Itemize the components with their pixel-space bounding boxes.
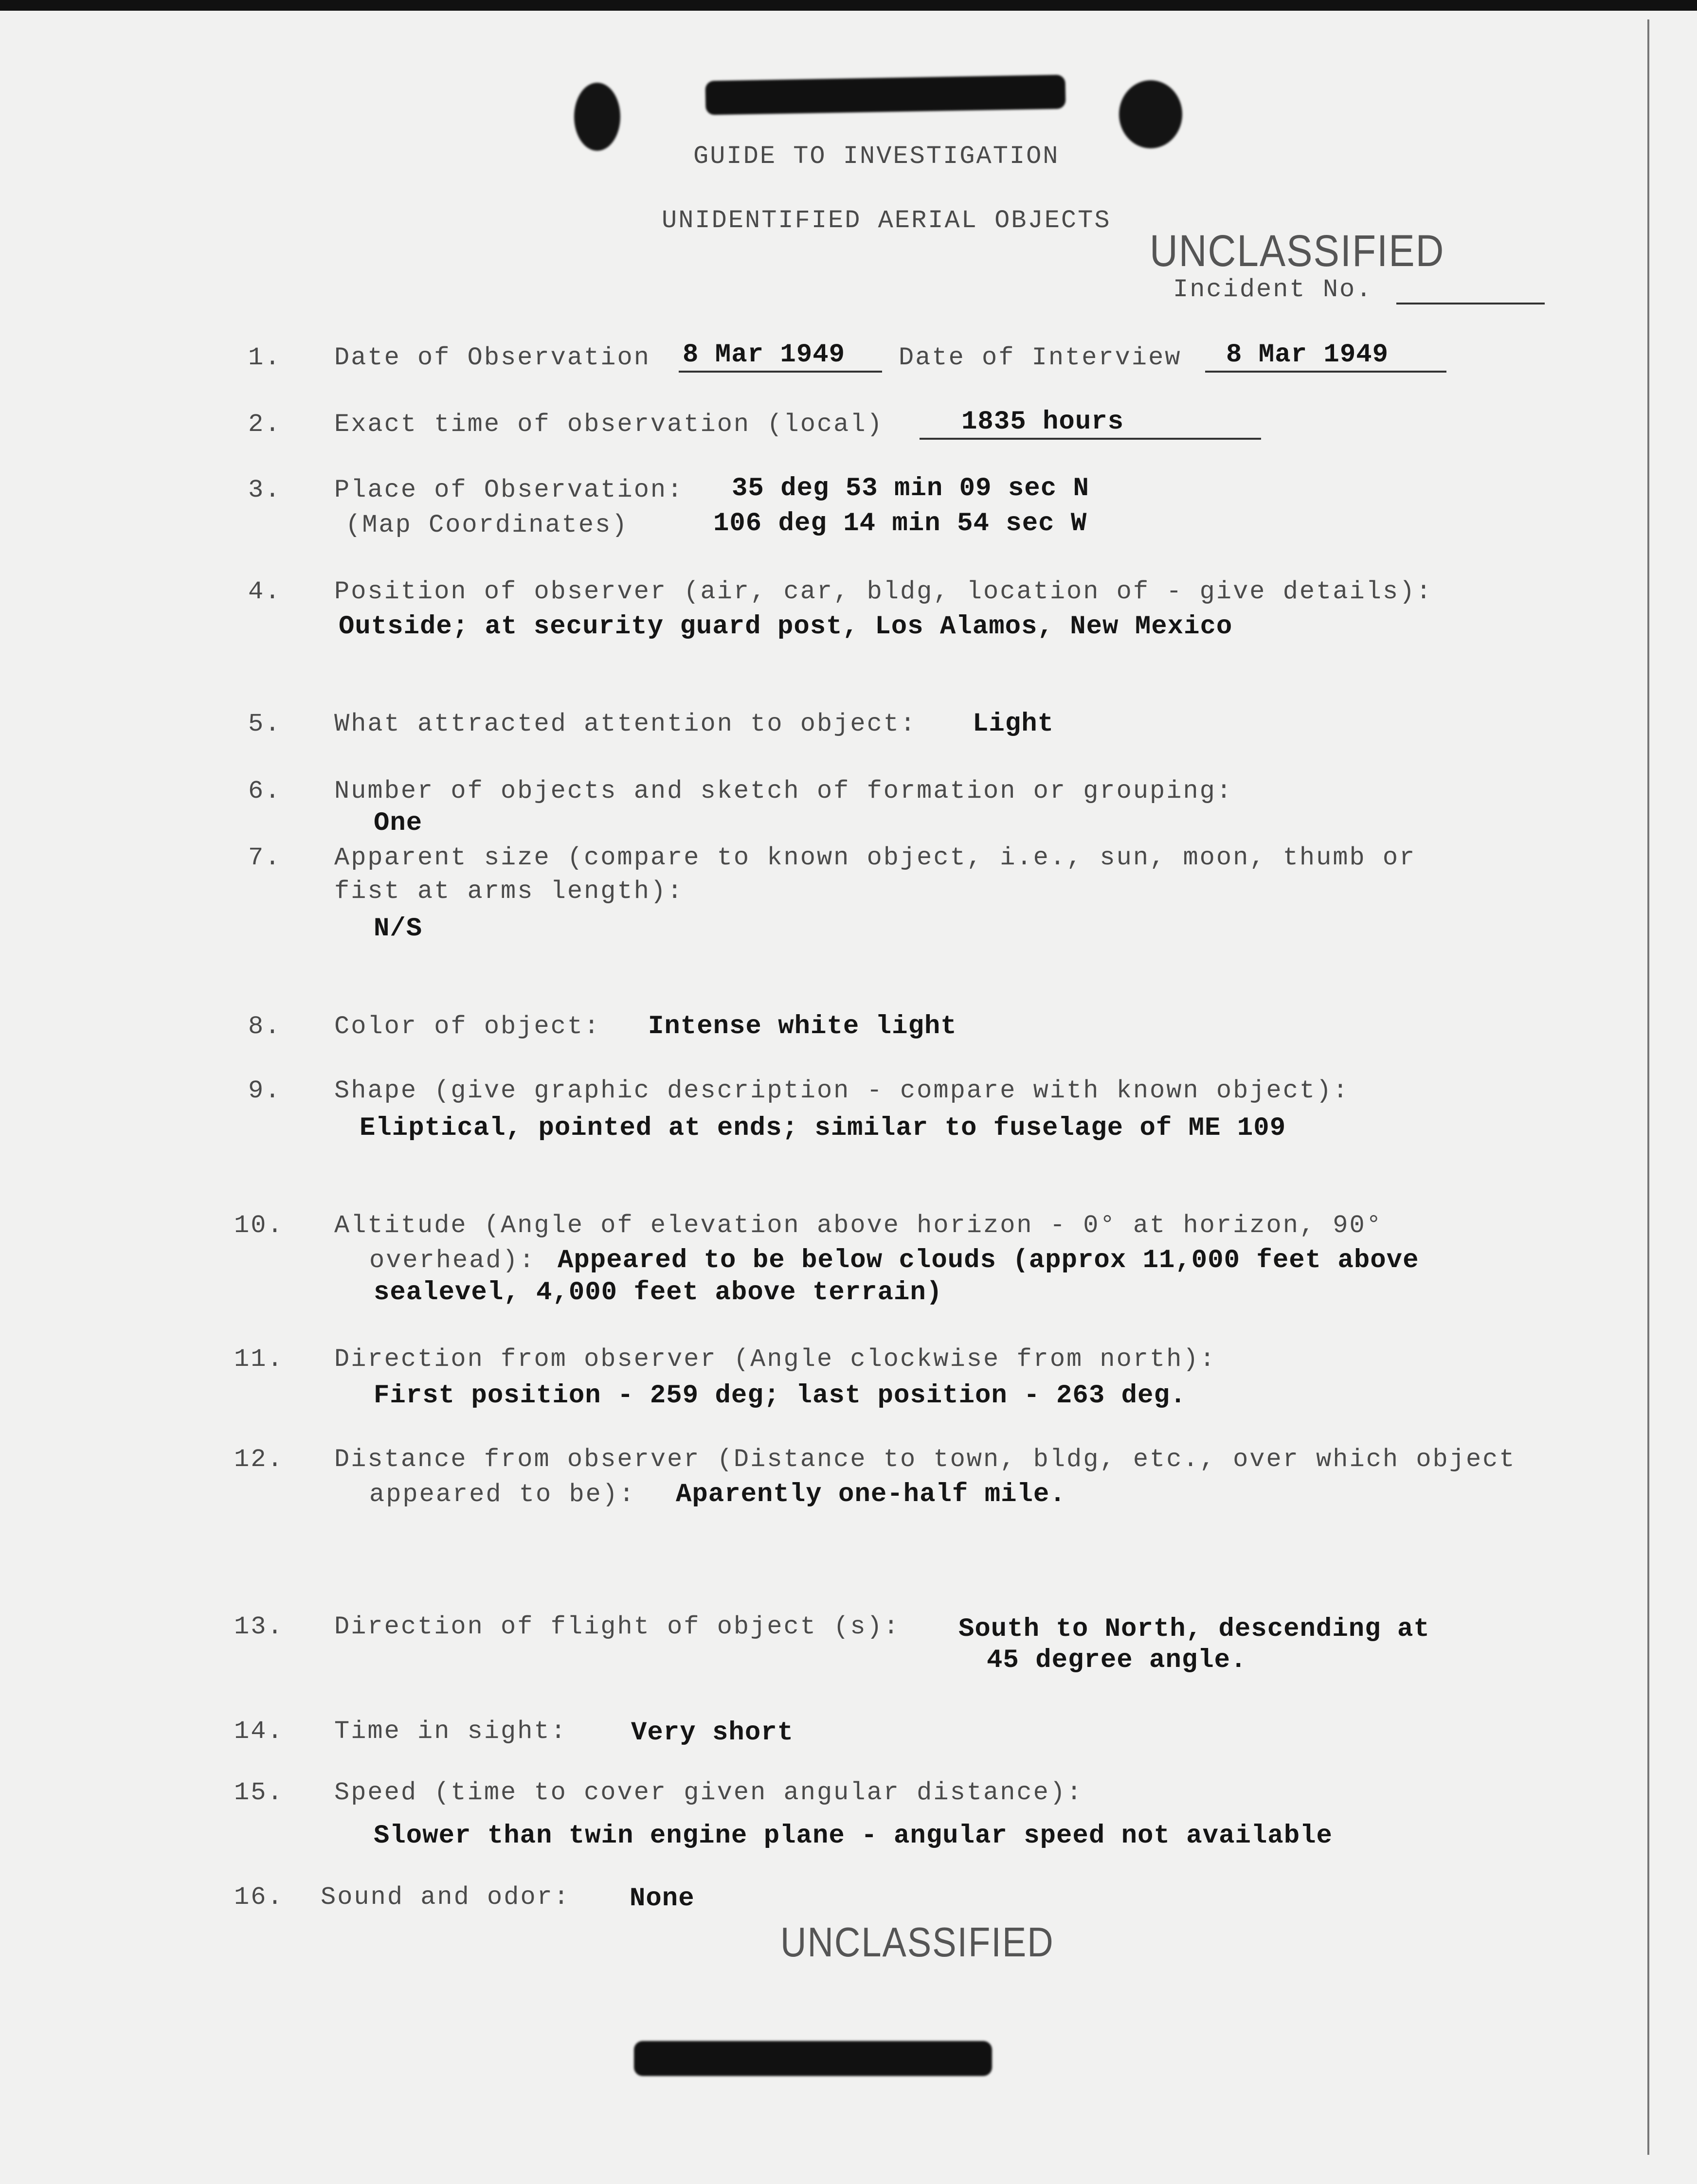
redaction-bar-top	[705, 75, 1065, 115]
shape-value: Eliptical, pointed at ends; similar to fuselage of ME 109	[360, 1113, 1286, 1143]
incident-number-line	[1396, 303, 1545, 304]
date-observation-label: Date of Observation	[334, 343, 650, 372]
item-number: 1.	[248, 343, 282, 372]
sound-odor-label: Sound and odor:	[321, 1883, 571, 1912]
size-label: Apparent size (compare to known object, i.e., sun, moon, thumb or	[334, 843, 1416, 872]
underline	[920, 438, 1261, 440]
date-interview-value: 8 Mar 1949	[1226, 340, 1389, 370]
size-value: N/S	[374, 914, 423, 944]
position-value: Outside; at security guard post, Los Alamos, New Mexico	[339, 612, 1233, 642]
time-label: Exact time of observation (local)	[334, 410, 884, 439]
distance-value: Aparently one-half mile.	[676, 1480, 1066, 1509]
color-label: Color of object:	[334, 1012, 601, 1041]
altitude-label-cont: overhead):	[369, 1246, 536, 1275]
item-number: 3.	[248, 476, 282, 504]
flight-direction-label: Direction of flight of object (s):	[334, 1612, 900, 1641]
sound-odor-value: None	[630, 1884, 695, 1914]
item-number: 7.	[248, 843, 282, 872]
distance-label: Distance from observer (Distance to town, bldg, etc., over which object	[334, 1445, 1516, 1474]
speed-label: Speed (time to cover given angular distance):	[334, 1778, 1083, 1807]
time-value: 1835 hours	[961, 407, 1124, 437]
size-label-cont: fist at arms length):	[334, 877, 684, 906]
item-number: 9.	[248, 1076, 282, 1105]
document-subtitle: UNIDENTIFIED AERIAL OBJECTS	[662, 206, 1111, 235]
distance-label-cont: appeared to be):	[369, 1480, 636, 1509]
item-number: 8.	[248, 1012, 282, 1041]
color-value: Intense white light	[648, 1012, 957, 1041]
item-number: 12.	[234, 1445, 284, 1474]
item-number: 13.	[234, 1612, 284, 1641]
attention-value: Light	[973, 709, 1054, 739]
classification-stamp-bottom: UNCLASSIFIED	[780, 1918, 1054, 1966]
time-in-sight-label: Time in sight:	[334, 1717, 567, 1746]
item-number: 4.	[248, 577, 282, 606]
item-number: 16.	[234, 1883, 284, 1912]
flight-direction-value-cont: 45 degree angle.	[987, 1646, 1247, 1675]
place-label: Place of Observation:	[334, 476, 684, 504]
flight-direction-value: South to North, descending at	[958, 1614, 1430, 1644]
map-coordinates-label: (Map Coordinates)	[345, 511, 629, 539]
altitude-value: Appeared to be below clouds (approx 11,000 feet above	[558, 1246, 1419, 1275]
latitude-value: 35 deg 53 min 09 sec N	[732, 474, 1089, 503]
redaction-bar-bottom	[634, 2041, 992, 2076]
direction-label: Direction from observer (Angle clockwise from north):	[334, 1345, 1216, 1374]
incident-number-label: Incident No.	[1173, 275, 1373, 304]
document-title: GUIDE TO INVESTIGATION	[693, 142, 1060, 171]
position-label: Position of observer (air, car, bldg, location of - give details):	[334, 577, 1433, 606]
underline	[679, 371, 882, 373]
time-in-sight-value: Very short	[631, 1718, 794, 1748]
shape-label: Shape (give graphic description - compare with known object):	[334, 1076, 1350, 1105]
altitude-label: Altitude (Angle of elevation above horizon - 0° at horizon, 90°	[334, 1211, 1383, 1240]
longitude-value: 106 deg 14 min 54 sec W	[713, 509, 1087, 538]
date-interview-label: Date of Interview	[899, 343, 1182, 372]
item-number: 5.	[248, 710, 282, 738]
item-number: 15.	[234, 1778, 284, 1807]
speed-value: Slower than twin engine plane - angular speed not available	[374, 1821, 1333, 1851]
item-number: 14.	[234, 1717, 284, 1746]
number-objects-label: Number of objects and sketch of formation or grouping:	[334, 777, 1233, 806]
scan-top-edge	[0, 0, 1697, 11]
underline	[1205, 371, 1446, 373]
attention-label: What attracted attention to object:	[334, 710, 917, 738]
classification-stamp-top: UNCLASSIFIED	[1150, 226, 1445, 276]
item-number: 10.	[234, 1211, 284, 1240]
redaction-blot-right	[1119, 80, 1182, 148]
date-observation-value: 8 Mar 1949	[683, 340, 846, 370]
redaction-blot-left	[574, 83, 620, 151]
direction-value: First position - 259 deg; last position - 263 deg.	[374, 1381, 1187, 1411]
number-objects-value: One	[374, 808, 423, 838]
scan-right-edge	[1647, 19, 1649, 2155]
item-number: 11.	[234, 1345, 284, 1374]
item-number: 6.	[248, 777, 282, 806]
altitude-value-cont: sealevel, 4,000 feet above terrain)	[374, 1278, 943, 1307]
item-number: 2.	[248, 410, 282, 439]
